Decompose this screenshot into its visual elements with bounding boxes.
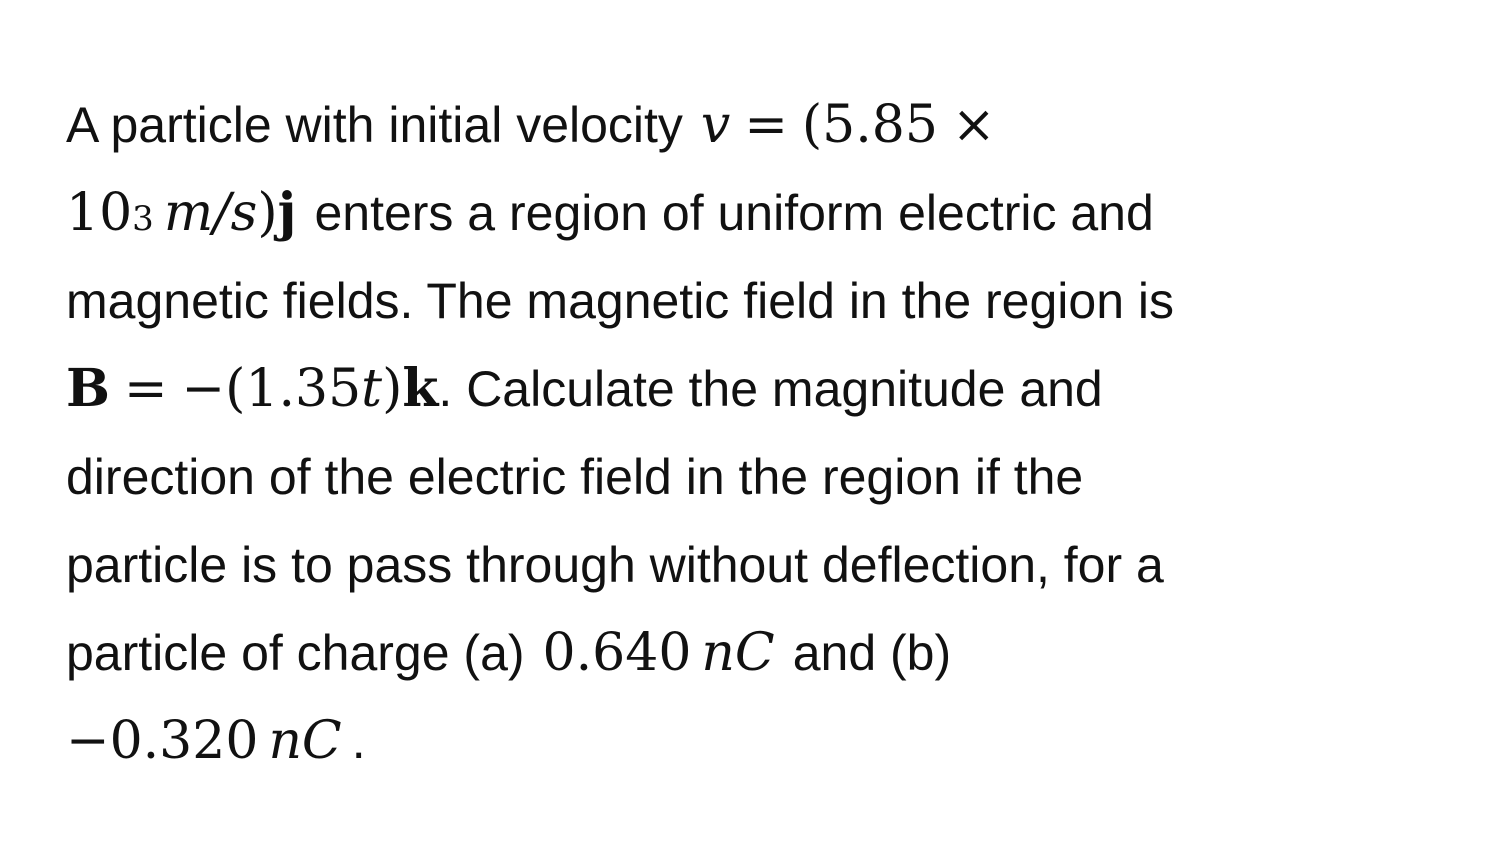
intro-text: A particle with initial velocity xyxy=(66,97,683,153)
line-3 xyxy=(66,266,1446,354)
line-2: 10 3 m/s ) j enters a region of uniform electric and xyxy=(66,178,1446,266)
field-coefficient: −(1.35 xyxy=(181,359,362,419)
line-8 xyxy=(66,706,1446,794)
line-7-text-a: particle of charge (a) xyxy=(66,625,525,681)
magnetic-field-symbol: B xyxy=(66,358,110,419)
line-6 xyxy=(66,530,1446,618)
velocity-unit: m/s xyxy=(163,183,258,243)
line-1 xyxy=(66,90,1446,178)
close-paren-2: ) xyxy=(382,359,403,419)
equals-sign: = xyxy=(744,95,788,155)
final-period: . xyxy=(351,713,366,769)
line-5-text: direction of the electric field in the region if the xyxy=(66,449,1084,505)
unit-vector-k: k xyxy=(402,358,439,419)
times-sign: × xyxy=(951,95,996,155)
power-base: 10 xyxy=(66,183,133,243)
time-variable: t xyxy=(361,359,383,419)
line-5 xyxy=(66,442,1446,530)
charge-b-value: −0.320 xyxy=(66,711,259,771)
velocity-value: (5.85 xyxy=(801,95,938,155)
equals-sign-2: = xyxy=(123,359,168,419)
problem-text xyxy=(66,90,1446,794)
line-3-text: magnetic fields. The magnetic field in the region is xyxy=(66,273,1175,329)
charge-a-unit: nC xyxy=(701,623,775,683)
line-4-text: . Calculate the magnitude and xyxy=(438,361,1103,417)
line-7 xyxy=(66,618,1446,706)
line-7-text-b: and (b) xyxy=(792,625,952,681)
charge-b-unit: nC xyxy=(268,711,342,771)
line-4 xyxy=(66,354,1446,442)
close-paren: ) xyxy=(257,183,278,243)
line-2-text: enters a region of uniform electric and xyxy=(314,185,1154,241)
unit-vector-j: j xyxy=(277,182,297,243)
charge-a-value: 0.640 xyxy=(542,623,692,683)
line-6-text: particle is to pass through without deflection, for a xyxy=(66,537,1164,593)
velocity-symbol: v xyxy=(700,95,731,155)
